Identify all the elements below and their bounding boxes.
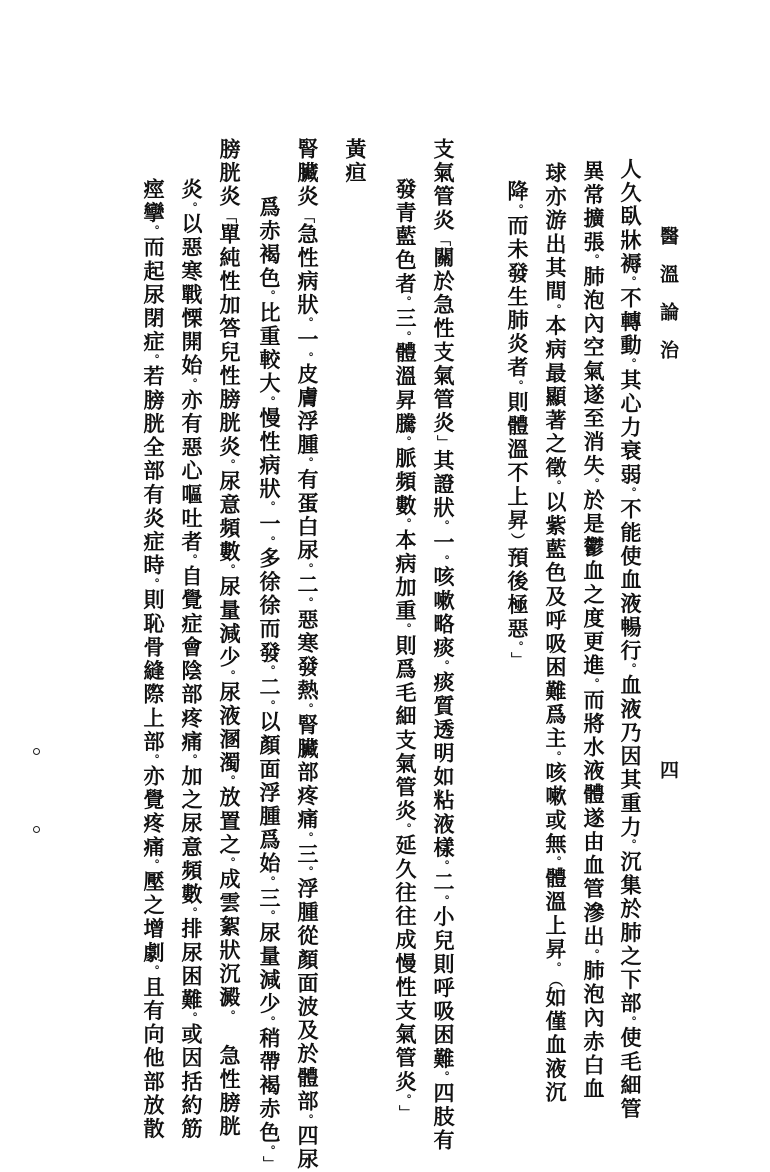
punctuation-mark: （ <box>547 972 563 987</box>
punctuation-mark: 。 <box>301 702 314 714</box>
punctuation-mark: 。 <box>185 906 198 918</box>
punctuation-mark: 。 <box>587 477 600 489</box>
punctuation-mark: 。 <box>511 640 524 652</box>
punctuation-mark: 。 <box>301 597 314 609</box>
punctuation-mark: 。 <box>263 699 276 711</box>
punctuation-mark: 。 <box>549 750 562 762</box>
section-heading-jaundice: 黃疸 <box>343 138 368 186</box>
text-column-3: 球亦游出其間。本病最顯著之徵。以紫藍色及呼吸困難爲主。咳嗽或無。體溫上昇。（如僅血液沉 <box>543 162 568 1105</box>
punctuation-mark: 「 <box>221 208 237 223</box>
punctuation-mark: 。 <box>511 203 524 215</box>
section-bronchitis-column-1: 支氣管炎「關於急性支氣管炎」其證狀。一。咳嗽略痰。痰質透明如粘液樣。二。小兒則呼吸困難。四肢有 <box>431 138 456 1153</box>
punctuation-mark: 。 <box>185 201 198 213</box>
punctuation-mark: 。 <box>511 379 524 391</box>
section-nephritis-column-2: 爲赤褐色。比重較大。慢性病狀。一。多徐徐而發。二。以顏面浮腫爲始。三。尿量減少。稍帶褐赤色。」 <box>257 196 282 1170</box>
punctuation-mark: 。 <box>263 1144 276 1156</box>
punctuation-mark: 。 <box>185 377 198 389</box>
punctuation-mark: 。 <box>263 910 276 922</box>
section-cystitis-column-3: 痙攣。而起尿閉症。若膀胱全部有炎症時。則恥骨縫際上部。亦覺疼痛。壓之增劇。且有向他部放散 <box>141 178 166 1142</box>
punctuation-mark: 。 <box>549 479 562 491</box>
punctuation-mark: 。 <box>624 1015 637 1027</box>
punctuation-mark: 。 <box>437 554 450 566</box>
scan-speck <box>33 748 40 755</box>
punctuation-mark: 。 <box>587 677 600 689</box>
punctuation-mark: 。 <box>263 395 276 407</box>
punctuation-mark: 。 <box>437 660 450 672</box>
punctuation-mark: 。 <box>263 1015 276 1027</box>
punctuation-mark: 」 <box>435 435 451 450</box>
punctuation-mark: 。 <box>301 1113 314 1125</box>
punctuation-mark: 。 <box>437 520 450 532</box>
punctuation-mark: 「 <box>299 208 315 223</box>
punctuation-mark: 。 <box>185 754 198 766</box>
punctuation-mark: ） <box>509 532 525 547</box>
punctuation-mark: 。 <box>399 1093 412 1105</box>
punctuation-mark: 」 <box>261 1155 277 1170</box>
punctuation-mark: 。 <box>223 857 236 869</box>
punctuation-mark: 。 <box>301 562 314 574</box>
punctuation-mark: 。 <box>185 554 198 566</box>
punctuation-mark: 。 <box>301 457 314 469</box>
punctuation-mark: 。 <box>263 501 276 513</box>
punctuation-mark: 。 <box>624 357 637 369</box>
punctuation-mark: 。 <box>587 948 600 960</box>
section-nephritis-column-1: 腎臟炎「急性病狀。一。皮膚浮腫。有蛋白尿。二。惡寒發熱。腎臟部疼痛。三。浮腫從顏面波及於體部。四尿 <box>295 138 320 1172</box>
punctuation-mark: 」 <box>509 651 525 666</box>
punctuation-mark: 。 <box>624 839 637 851</box>
punctuation-mark: 。 <box>263 664 276 676</box>
punctuation-mark: 。 <box>223 458 236 470</box>
punctuation-mark: 。 <box>624 486 637 498</box>
punctuation-mark: 。 <box>587 254 600 266</box>
punctuation-mark: 。 <box>549 856 562 868</box>
punctuation-mark: 。 <box>223 564 236 576</box>
punctuation-mark: 。 <box>399 823 412 835</box>
scan-speck <box>33 826 40 833</box>
punctuation-mark: 。 <box>399 517 412 529</box>
punctuation-mark: 。 <box>147 859 160 871</box>
punctuation-mark: 。 <box>147 354 160 366</box>
punctuation-mark: 。 <box>263 535 276 547</box>
punctuation-mark: 。 <box>399 330 412 342</box>
punctuation-mark: 。 <box>301 866 314 878</box>
punctuation-mark: 。 <box>263 290 276 302</box>
text-column-1: 人久臥牀褥。不轉動。其心力衰弱。不能使血液暢行。血液乃因其重力。沉集於肺之下部。使毛細管 <box>618 158 643 1122</box>
section-cystitis-column-1: 膀胱炎「單純性加答兒性膀胱炎。尿意頻數。尿量減少。尿液溷濁。放置之。成雲絮狀沉澱。 急性膀胱 <box>217 138 242 1139</box>
punctuation-mark: 。 <box>223 775 236 787</box>
text-column-4: 降。而未發生肺炎者。則體溫不上昇）預後極惡。」 <box>505 180 530 666</box>
punctuation-mark: 。 <box>147 754 160 766</box>
punctuation-mark: 。 <box>624 663 637 675</box>
punctuation-mark: 。 <box>399 623 412 635</box>
punctuation-mark: 。 <box>437 860 450 872</box>
running-head-title: 醫溫論治 <box>657 226 679 378</box>
punctuation-mark: 。 <box>437 1070 450 1082</box>
punctuation-mark: 。 <box>301 317 314 329</box>
section-cystitis-column-2: 炎。以惡寒戰慄開始。亦有惡心嘔吐者。自覺症會陰部疼痛。加之尿意頻數。排尿困難。或因括約筋 <box>179 178 204 1142</box>
punctuation-mark: 。 <box>185 1012 198 1024</box>
punctuation-mark: 。 <box>223 669 236 681</box>
punctuation-mark: 。 <box>549 303 562 315</box>
punctuation-mark: 。 <box>301 831 314 843</box>
punctuation-mark: 」 <box>397 1104 413 1119</box>
punctuation-mark: 「 <box>435 232 451 247</box>
page-number: 四 <box>657 760 679 779</box>
punctuation-mark: 。 <box>437 894 450 906</box>
punctuation-mark: 。 <box>147 964 160 976</box>
punctuation-mark: 。 <box>549 961 562 973</box>
punctuation-mark: 。 <box>147 225 160 237</box>
punctuation-mark: 。 <box>223 1009 236 1021</box>
punctuation-mark: 。 <box>399 436 412 448</box>
text-column-2: 異常擴張。肺泡內空氣遂至消失。於是鬱血之度更進。而將水液體遂由血管滲出。肺泡內赤白血 <box>581 160 606 1102</box>
punctuation-mark: 。 <box>301 351 314 363</box>
punctuation-mark: 。 <box>624 276 637 288</box>
section-bronchitis-column-2: 發青藍色者。三。體溫昇騰。脈頻數。本病加重。則爲毛細支氣管炎。延久往往成慢性支氣管炎。」 <box>393 178 418 1119</box>
punctuation-mark: 。 <box>399 296 412 308</box>
punctuation-mark: 。 <box>263 875 276 887</box>
punctuation-mark: 。 <box>147 577 160 589</box>
